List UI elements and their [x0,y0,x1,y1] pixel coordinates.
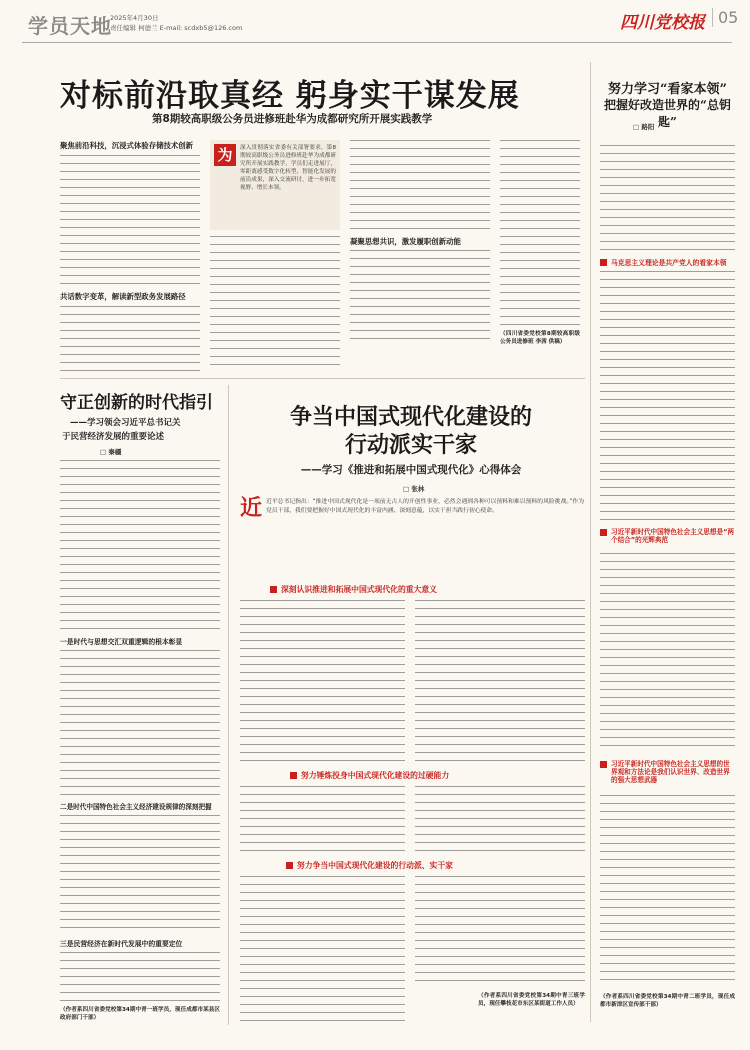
section-divider [60,378,585,379]
section-title: 学员天地 [28,14,112,38]
masthead-rule [22,42,732,43]
main-body-text [415,600,585,765]
right-section-1-heading: 马克思主义理论是共产党人的看家本领 [600,257,735,267]
main-title-line-2: 行动派实干家 [344,432,477,458]
masthead [0,0,750,52]
main-body-text [240,876,405,1026]
main-intro-dropcap: 近 [240,495,263,521]
right-body-text [600,145,735,250]
main-body-text [240,786,405,854]
square-bullet-icon [600,761,607,768]
left-article-subtitle-2: 于民营经济发展的重要论述 [62,432,165,442]
lead-body-text [210,236,340,365]
left-article-title: 守正创新的时代指引 [60,393,213,413]
lead-column-2 [210,140,340,365]
lead-intro-dropcap: 为 [214,144,236,166]
lead-body-text [60,306,200,376]
lead-subtitle: 第8期较高职级公务员进修班赴华为成都研究所开展实践教学 [152,113,433,125]
main-byline: （作者系四川省委党校第34期中青三班学员，现任攀枝花市东区某街道工作人员） [478,993,585,1007]
main-intro-text: 近平总书记指出：“推进中国式现代化是一项前无古人的开创性事业，必然会遇到各种可以预料和难以预料的风险挑战。”作为党员干部，我们要把握好中国式现代化的丰富内涵、深刻意蕴，以实干担当践行初心使命。 [266,499,584,514]
left-article-author: □ 秦疆 [100,448,122,456]
square-bullet-icon [600,529,607,536]
main-body-text [415,786,585,854]
main-section-2-heading: 努力锤炼投身中国式现代化建设的过硬能力 [290,770,449,781]
main-body-text [240,600,405,765]
left-byline: （作者系四川省委党校第34期中青一班学员，现任成都市某县区政府部门干部） [60,1007,220,1021]
left-article-column [60,460,220,1030]
lead-body-text [350,250,490,340]
main-title-line-1: 争当中国式现代化建设的 [289,404,532,430]
left-section-1-heading: 一是时代与思想交汇双重逻辑的根本彰显 [60,638,183,646]
square-bullet-icon [600,259,607,266]
right-body-text [600,553,735,753]
main-body-text [415,876,585,986]
right-title-line-1: 努力学习“看家本领” [608,82,727,97]
editor-label: 责任编辑 柯德兰 E-mail: scdxb5@126.com [110,24,243,32]
right-body-text [600,271,735,521]
main-section-1-heading: 深刻认识推进和拓展中国式现代化的重大意义 [270,584,437,595]
lead-body-text [500,140,580,325]
lead-title: 对标前沿取真经 躬身实干谋发展 [60,78,520,114]
square-bullet-icon [286,862,293,869]
left-article-subtitle-1: ——学习领会习近平总书记关 [70,418,181,428]
date-label: 2025年4月30日 [110,14,159,22]
right-section-3-heading: 习近平新时代中国特色社会主义思想的世界观和方法论是我们认识世界、改造世界的强大思想武器 [600,760,735,784]
right-title-line-2: 把握好改造世界的“总钥匙” [604,98,731,129]
lead-body-text [350,140,490,230]
main-author: □ 张林 [403,485,425,493]
brand-logo: 四川党校报 [620,13,705,33]
right-body-text [600,795,735,987]
main-subtitle: ——学习《推进和拓展中国式现代化》心得体会 [300,464,522,476]
page-number: 05 [712,8,738,27]
lead-intro-text: 深入贯彻落实省委有关部署要求，第8期较高职级公务员进修班赴华为成都研究所开展实践教学，学员们走进展厅，零距离感受数字化转型、智能化发展的前沿成果，深入交流研讨，进一步拓宽视野、增长本领。 [240,145,336,191]
square-bullet-icon [270,586,277,593]
lead-section-3-heading: 凝聚思想共识，激发履职创新动能 [350,237,461,246]
right-byline: （作者系四川省委党校第34期中青二班学员，现任成都市新津区宣传部干部） [600,994,735,1008]
left-section-3-heading: 三是民营经济在新时代发展中的重要定位 [60,940,183,948]
lead-byline: （四川省委党校第8期较高职级公务员进修班 李茜 供稿） [500,331,580,345]
lead-section-1-heading: 聚焦前沿科技，沉浸式体验存储技术创新 [60,141,194,150]
lead-section-2-heading: 共话数字变革，解读新型政务发展路径 [60,292,186,301]
lead-column-4 [500,140,580,365]
left-body-text [60,460,220,630]
main-section-3-heading: 努力争当中国式现代化建设的行动派、实干家 [286,860,453,871]
lead-body-text [60,155,200,287]
left-body-text [60,815,220,933]
lead-column-3 [350,140,490,365]
lead-column-1 [60,140,200,365]
right-author: □ 路阳 [633,123,655,131]
column-divider [228,385,229,1025]
left-body-text [60,650,220,795]
left-section-2-heading: 二是时代中国特色社会主义经济建设规律的深刻把握 [60,803,212,811]
right-column [600,135,735,1025]
main-intro-box [240,496,585,566]
right-section-2-heading: 习近平新时代中国特色社会主义思想是“两个结合”的光辉典范 [600,528,735,544]
square-bullet-icon [290,772,297,779]
column-divider [590,62,591,1022]
left-body-text [60,952,220,1002]
lead-intro-box [210,140,340,230]
